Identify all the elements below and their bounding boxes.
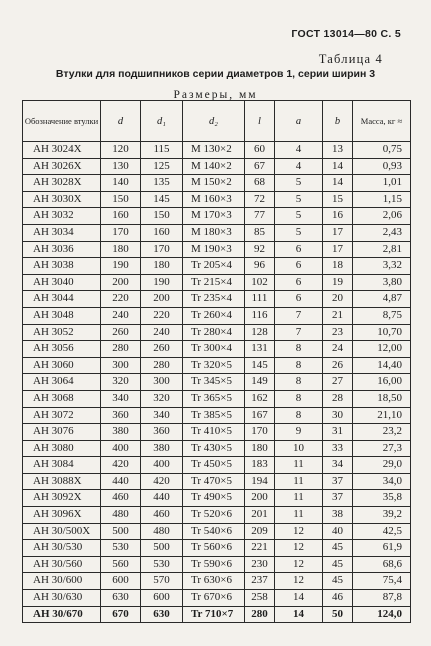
cell-designation: АН 3056: [23, 341, 101, 358]
cell-l: 68: [245, 175, 275, 192]
table-row: [23, 307, 411, 324]
cell-d2: М 150×2: [183, 175, 245, 192]
table-row: [23, 457, 411, 474]
cell-designation: АН 3084: [23, 457, 101, 474]
cell-d1: 135: [141, 175, 183, 192]
cell-d2: М 180×3: [183, 224, 245, 241]
cell-d: 420: [101, 457, 141, 474]
cell-b: 50: [323, 606, 353, 623]
cell-l: 128: [245, 324, 275, 341]
cell-d2: Tr 365×5: [183, 390, 245, 407]
table-row: [23, 158, 411, 175]
column-header-d: d: [101, 101, 141, 142]
cell-d: 280: [101, 341, 141, 358]
cell-l: 102: [245, 274, 275, 291]
cell-a: 9: [275, 424, 323, 441]
cell-designation: АН 3092Х: [23, 490, 101, 507]
cell-b: 37: [323, 473, 353, 490]
table-row: [23, 324, 411, 341]
cell-d1: 145: [141, 191, 183, 208]
cell-mass: 34,0: [353, 473, 411, 490]
cell-d1: 530: [141, 556, 183, 573]
cell-d2: Tr 385×5: [183, 407, 245, 424]
cell-designation: АН 3064: [23, 374, 101, 391]
cell-a: 6: [275, 258, 323, 275]
table-row: [23, 606, 411, 623]
column-header-designation: Обозначение втулки: [23, 101, 101, 142]
cell-l: 230: [245, 556, 275, 573]
cell-a: 5: [275, 208, 323, 225]
cell-d1: 300: [141, 374, 183, 391]
cell-d: 440: [101, 473, 141, 490]
cell-d2: Tr 205×4: [183, 258, 245, 275]
cell-d2: Tr 410×5: [183, 424, 245, 441]
cell-d2: М 130×2: [183, 142, 245, 159]
table-row: [23, 357, 411, 374]
cell-d1: 460: [141, 507, 183, 524]
cell-a: 7: [275, 307, 323, 324]
cell-d: 320: [101, 374, 141, 391]
cell-d: 170: [101, 224, 141, 241]
cell-a: 4: [275, 158, 323, 175]
cell-d2: Tr 490×5: [183, 490, 245, 507]
column-header-mass: Масса, кг ≈: [353, 101, 411, 142]
cell-d2: Tr 430×5: [183, 440, 245, 457]
cell-l: 72: [245, 191, 275, 208]
cell-a: 5: [275, 175, 323, 192]
cell-l: 96: [245, 258, 275, 275]
cell-d2: Tr 560×6: [183, 540, 245, 557]
cell-d1: 400: [141, 457, 183, 474]
cell-d1: 190: [141, 274, 183, 291]
cell-a: 11: [275, 490, 323, 507]
cell-designation: АН 3032: [23, 208, 101, 225]
cell-d1: 480: [141, 523, 183, 540]
table-row: [23, 274, 411, 291]
cell-b: 17: [323, 224, 353, 241]
cell-l: 145: [245, 357, 275, 374]
cell-d: 130: [101, 158, 141, 175]
cell-mass: 3,32: [353, 258, 411, 275]
cell-designation: АН 3080: [23, 440, 101, 457]
cell-mass: 2,06: [353, 208, 411, 225]
table-row: [23, 556, 411, 573]
cell-b: 18: [323, 258, 353, 275]
cell-l: 183: [245, 457, 275, 474]
cell-b: 45: [323, 573, 353, 590]
cell-b: 21: [323, 307, 353, 324]
cell-l: 200: [245, 490, 275, 507]
cell-designation: АН 3026Х: [23, 158, 101, 175]
cell-d: 180: [101, 241, 141, 258]
cell-b: 14: [323, 175, 353, 192]
table-row: [23, 573, 411, 590]
cell-d2: Tr 590×6: [183, 556, 245, 573]
table-row: [23, 374, 411, 391]
cell-l: 221: [245, 540, 275, 557]
table-row: [23, 142, 411, 159]
cell-a: 14: [275, 606, 323, 623]
cell-a: 4: [275, 142, 323, 159]
cell-d1: 260: [141, 341, 183, 358]
cell-d: 240: [101, 307, 141, 324]
column-header-d2: d₂: [183, 101, 245, 142]
cell-designation: АН 3096Х: [23, 507, 101, 524]
cell-d: 260: [101, 324, 141, 341]
cell-d1: 200: [141, 291, 183, 308]
cell-d2: Tr 235×4: [183, 291, 245, 308]
table-number-label: Таблица 4: [318, 52, 383, 66]
cell-b: 15: [323, 191, 353, 208]
cell-mass: 14,40: [353, 357, 411, 374]
cell-designation: АН 3028Х: [23, 175, 101, 192]
cell-a: 7: [275, 324, 323, 341]
cell-d: 190: [101, 258, 141, 275]
cell-mass: 27,3: [353, 440, 411, 457]
cell-d2: Tr 670×6: [183, 590, 245, 607]
cell-l: 280: [245, 606, 275, 623]
cell-d1: 115: [141, 142, 183, 159]
cell-d2: Tr 630×6: [183, 573, 245, 590]
cell-b: 28: [323, 390, 353, 407]
cell-designation: АН 30/560: [23, 556, 101, 573]
cell-l: 131: [245, 341, 275, 358]
cell-l: 194: [245, 473, 275, 490]
cell-d: 300: [101, 357, 141, 374]
cell-designation: АН 3072: [23, 407, 101, 424]
cell-d1: 280: [141, 357, 183, 374]
cell-mass: 2,43: [353, 224, 411, 241]
cell-l: 180: [245, 440, 275, 457]
table-row: [23, 390, 411, 407]
cell-designation: АН 3024Х: [23, 142, 101, 159]
standard-header: ГОСТ 13014—80 С. 5: [291, 28, 401, 40]
bushings-table: [22, 100, 411, 623]
cell-a: 6: [275, 291, 323, 308]
cell-mass: 16,00: [353, 374, 411, 391]
cell-d1: 125: [141, 158, 183, 175]
cell-d: 140: [101, 175, 141, 192]
cell-d1: 150: [141, 208, 183, 225]
cell-b: 38: [323, 507, 353, 524]
cell-l: 92: [245, 241, 275, 258]
cell-b: 23: [323, 324, 353, 341]
cell-b: 30: [323, 407, 353, 424]
cell-d: 340: [101, 390, 141, 407]
cell-a: 12: [275, 540, 323, 557]
table-row: [23, 507, 411, 524]
cell-designation: АН 3060: [23, 357, 101, 374]
cell-d1: 600: [141, 590, 183, 607]
cell-designation: АН 3030Х: [23, 191, 101, 208]
cell-l: 237: [245, 573, 275, 590]
cell-d: 160: [101, 208, 141, 225]
cell-mass: 3,80: [353, 274, 411, 291]
cell-d1: 220: [141, 307, 183, 324]
cell-designation: АН 30/500Х: [23, 523, 101, 540]
cell-mass: 29,0: [353, 457, 411, 474]
cell-mass: 68,6: [353, 556, 411, 573]
table-row: [23, 424, 411, 441]
cell-mass: 8,75: [353, 307, 411, 324]
cell-b: 34: [323, 457, 353, 474]
table-title: Втулки для подшипников серии диаметров 1, серии ширин 3: [55, 68, 376, 80]
cell-d: 380: [101, 424, 141, 441]
cell-d2: Tr 710×7: [183, 606, 245, 623]
cell-l: 77: [245, 208, 275, 225]
cell-mass: 0,93: [353, 158, 411, 175]
cell-d: 200: [101, 274, 141, 291]
cell-d2: Tr 470×5: [183, 473, 245, 490]
cell-a: 8: [275, 390, 323, 407]
table-row: [23, 175, 411, 192]
cell-mass: 2,81: [353, 241, 411, 258]
cell-d: 530: [101, 540, 141, 557]
table-row: [23, 407, 411, 424]
table-header-row: [23, 101, 411, 142]
cell-mass: 12,00: [353, 341, 411, 358]
column-header-l: l: [245, 101, 275, 142]
cell-d: 400: [101, 440, 141, 457]
cell-b: 19: [323, 274, 353, 291]
cell-d2: Tr 450×5: [183, 457, 245, 474]
cell-d: 630: [101, 590, 141, 607]
cell-designation: АН 3052: [23, 324, 101, 341]
cell-d1: 170: [141, 241, 183, 258]
cell-l: 85: [245, 224, 275, 241]
cell-designation: АН 30/670: [23, 606, 101, 623]
table-row: [23, 291, 411, 308]
cell-d: 670: [101, 606, 141, 623]
cell-d1: 500: [141, 540, 183, 557]
cell-mass: 75,4: [353, 573, 411, 590]
cell-a: 8: [275, 341, 323, 358]
cell-d1: 630: [141, 606, 183, 623]
cell-mass: 23,2: [353, 424, 411, 441]
table-row: [23, 241, 411, 258]
table-row: [23, 440, 411, 457]
cell-d: 600: [101, 573, 141, 590]
cell-d2: Tr 320×5: [183, 357, 245, 374]
cell-d: 120: [101, 142, 141, 159]
cell-b: 31: [323, 424, 353, 441]
cell-l: 60: [245, 142, 275, 159]
table-row: [23, 191, 411, 208]
cell-b: 26: [323, 357, 353, 374]
cell-d: 150: [101, 191, 141, 208]
column-header-b: b: [323, 101, 353, 142]
cell-designation: АН 30/630: [23, 590, 101, 607]
cell-mass: 18,50: [353, 390, 411, 407]
cell-b: 40: [323, 523, 353, 540]
cell-d2: Tr 215×4: [183, 274, 245, 291]
cell-l: 116: [245, 307, 275, 324]
cell-mass: 1,15: [353, 191, 411, 208]
table-body: [23, 142, 411, 623]
cell-b: 20: [323, 291, 353, 308]
cell-mass: 61,9: [353, 540, 411, 557]
cell-a: 11: [275, 473, 323, 490]
cell-l: 170: [245, 424, 275, 441]
cell-mass: 10,70: [353, 324, 411, 341]
cell-designation: АН 3044: [23, 291, 101, 308]
table-row: [23, 258, 411, 275]
cell-a: 11: [275, 507, 323, 524]
cell-l: 149: [245, 374, 275, 391]
cell-mass: 124,0: [353, 606, 411, 623]
table-row: [23, 540, 411, 557]
cell-designation: АН 3034: [23, 224, 101, 241]
cell-d1: 420: [141, 473, 183, 490]
cell-b: 24: [323, 341, 353, 358]
cell-mass: 35,8: [353, 490, 411, 507]
cell-b: 16: [323, 208, 353, 225]
cell-d1: 570: [141, 573, 183, 590]
table-row: [23, 590, 411, 607]
cell-designation: АН 30/530: [23, 540, 101, 557]
cell-b: 37: [323, 490, 353, 507]
table-row: [23, 523, 411, 540]
cell-d2: Tr 260×4: [183, 307, 245, 324]
cell-d: 560: [101, 556, 141, 573]
cell-d2: Tr 280×4: [183, 324, 245, 341]
cell-designation: АН 3088Х: [23, 473, 101, 490]
cell-d1: 160: [141, 224, 183, 241]
cell-b: 13: [323, 142, 353, 159]
table-row: [23, 341, 411, 358]
cell-mass: 0,75: [353, 142, 411, 159]
cell-designation: АН 3048: [23, 307, 101, 324]
table-row: [23, 224, 411, 241]
cell-mass: 4,87: [353, 291, 411, 308]
cell-d: 360: [101, 407, 141, 424]
cell-d1: 340: [141, 407, 183, 424]
cell-d2: М 160×3: [183, 191, 245, 208]
cell-l: 209: [245, 523, 275, 540]
cell-d1: 360: [141, 424, 183, 441]
cell-mass: 39,2: [353, 507, 411, 524]
column-header-d1: d₁: [141, 101, 183, 142]
cell-b: 17: [323, 241, 353, 258]
table-row: [23, 490, 411, 507]
cell-d2: М 190×3: [183, 241, 245, 258]
cell-a: 8: [275, 407, 323, 424]
cell-designation: АН 3076: [23, 424, 101, 441]
cell-d1: 380: [141, 440, 183, 457]
cell-d1: 240: [141, 324, 183, 341]
cell-l: 67: [245, 158, 275, 175]
cell-designation: АН 30/600: [23, 573, 101, 590]
cell-mass: 21,10: [353, 407, 411, 424]
cell-l: 167: [245, 407, 275, 424]
cell-a: 14: [275, 590, 323, 607]
cell-mass: 1,01: [353, 175, 411, 192]
cell-a: 6: [275, 241, 323, 258]
dimensions-label: Размеры, мм: [173, 89, 258, 101]
cell-d: 220: [101, 291, 141, 308]
cell-d: 480: [101, 507, 141, 524]
cell-b: 33: [323, 440, 353, 457]
cell-d2: М 140×2: [183, 158, 245, 175]
table-row: [23, 473, 411, 490]
cell-b: 46: [323, 590, 353, 607]
cell-a: 5: [275, 224, 323, 241]
cell-d2: Tr 520×6: [183, 507, 245, 524]
cell-a: 10: [275, 440, 323, 457]
cell-a: 12: [275, 523, 323, 540]
table-row: [23, 208, 411, 225]
cell-mass: 42,5: [353, 523, 411, 540]
cell-d1: 440: [141, 490, 183, 507]
cell-b: 27: [323, 374, 353, 391]
cell-d1: 180: [141, 258, 183, 275]
cell-a: 11: [275, 457, 323, 474]
cell-a: 8: [275, 374, 323, 391]
cell-a: 6: [275, 274, 323, 291]
cell-a: 12: [275, 573, 323, 590]
cell-b: 14: [323, 158, 353, 175]
cell-d2: Tr 300×4: [183, 341, 245, 358]
cell-a: 8: [275, 357, 323, 374]
cell-designation: АН 3038: [23, 258, 101, 275]
cell-d: 500: [101, 523, 141, 540]
cell-l: 162: [245, 390, 275, 407]
cell-d2: Tr 540×6: [183, 523, 245, 540]
cell-designation: АН 3036: [23, 241, 101, 258]
cell-mass: 87,8: [353, 590, 411, 607]
cell-d2: М 170×3: [183, 208, 245, 225]
cell-l: 258: [245, 590, 275, 607]
cell-b: 45: [323, 540, 353, 557]
cell-l: 111: [245, 291, 275, 308]
cell-b: 45: [323, 556, 353, 573]
cell-d: 460: [101, 490, 141, 507]
cell-designation: АН 3068: [23, 390, 101, 407]
cell-l: 201: [245, 507, 275, 524]
cell-a: 12: [275, 556, 323, 573]
column-header-a: a: [275, 101, 323, 142]
cell-designation: АН 3040: [23, 274, 101, 291]
cell-d1: 320: [141, 390, 183, 407]
cell-d2: Tr 345×5: [183, 374, 245, 391]
cell-a: 5: [275, 191, 323, 208]
